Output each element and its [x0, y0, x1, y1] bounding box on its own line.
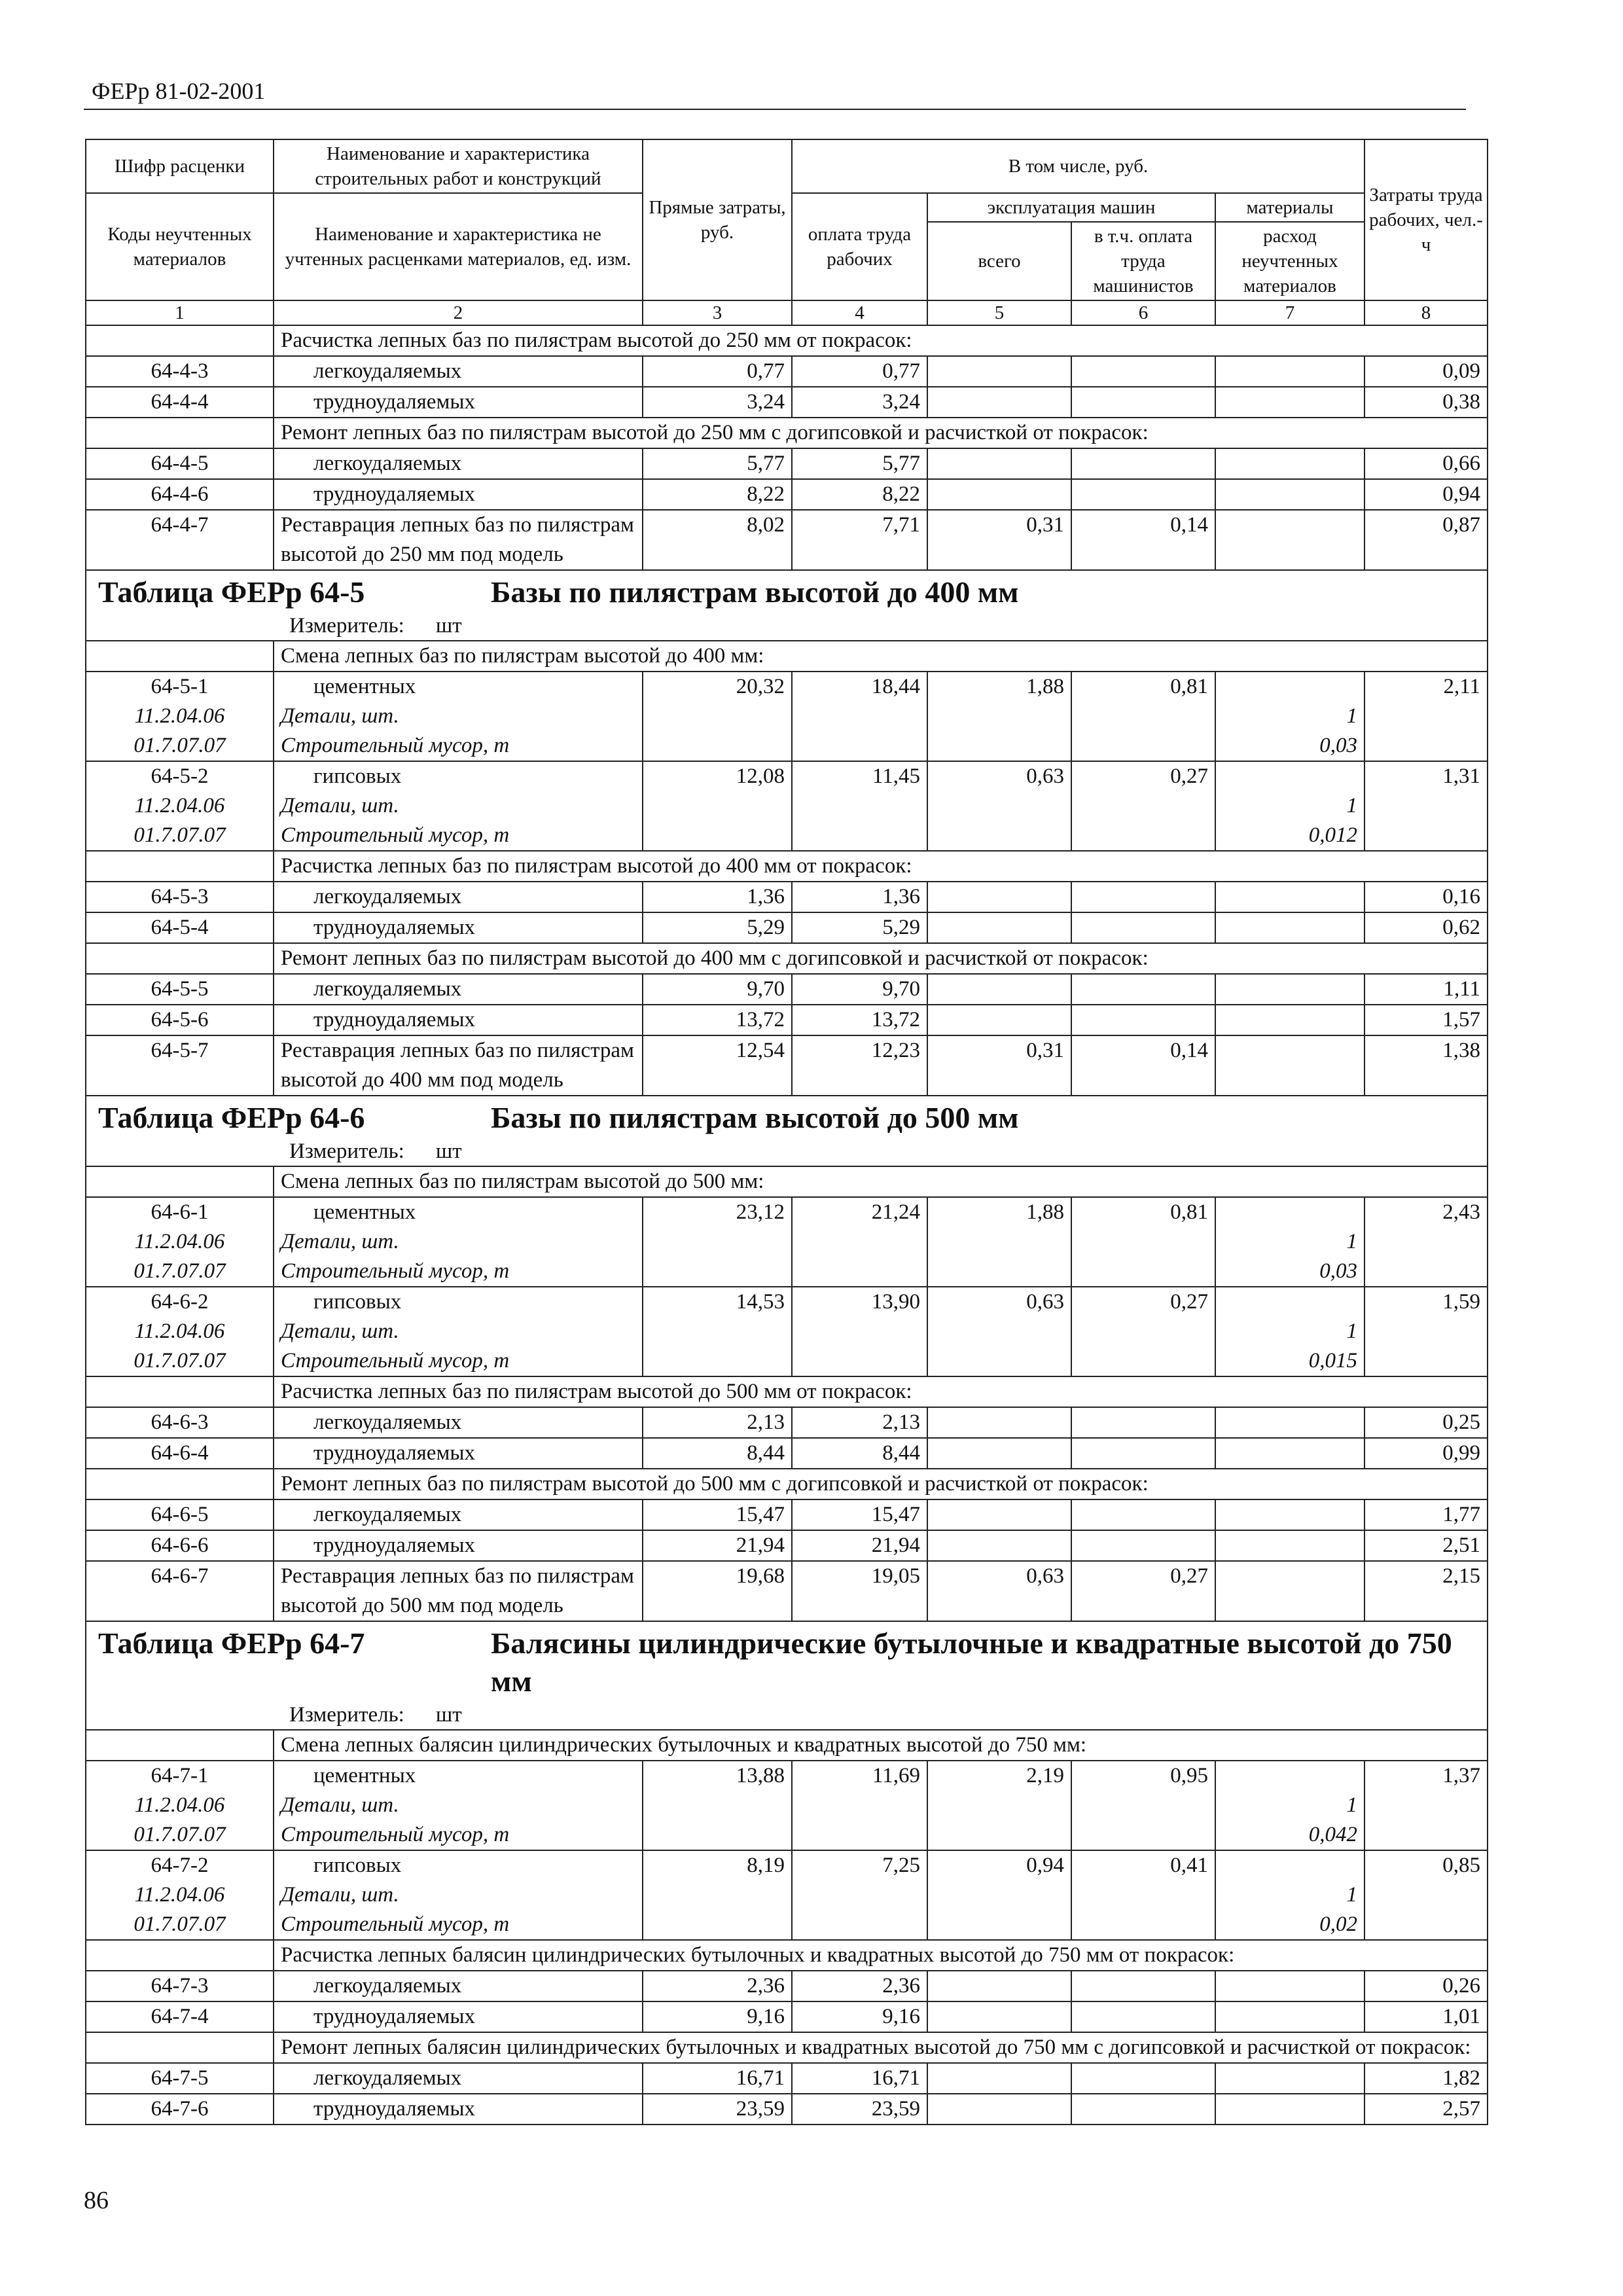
- material-qty: 1: [1215, 791, 1364, 821]
- table-row: [86, 1499, 1488, 1530]
- unit-value: шт: [435, 1703, 462, 1727]
- table-title: Базы по пилястрам высотой до 400 мм: [491, 575, 1019, 609]
- labor-hours: 0,09: [1364, 356, 1488, 387]
- labor-hours: 1,57: [1364, 1005, 1488, 1035]
- rate-name: легкоудаляемых: [274, 974, 643, 1005]
- material-code: 01.7.07.07: [86, 821, 274, 851]
- material-row: [86, 1346, 1488, 1376]
- labor-pay: 8,22: [792, 479, 927, 510]
- table-row: [86, 2094, 1488, 2125]
- rate-code: 64-6-2: [86, 1287, 274, 1317]
- material-qty: 1: [1215, 702, 1364, 731]
- material-row: [86, 702, 1488, 731]
- direct-cost: 9,70: [643, 974, 792, 1005]
- material-name: Детали, шт.: [274, 702, 643, 731]
- table-row: [86, 2001, 1488, 2032]
- labor-hours: 2,51: [1364, 1530, 1488, 1561]
- section-row: [86, 325, 1488, 356]
- rate-code: 64-7-5: [86, 2063, 274, 2094]
- rate-name: легкоудаляемых: [274, 882, 643, 912]
- col-num: 5: [927, 300, 1071, 325]
- direct-cost: 5,29: [643, 912, 792, 943]
- table-row: [86, 672, 1488, 702]
- rate-name: цементных: [274, 1197, 643, 1227]
- rate-name: трудноудаляемых: [274, 912, 643, 943]
- labor-pay: 1,36: [792, 882, 927, 912]
- section-title: Ремонт лепных балясин цилиндрических бутылочных и квадратных высотой до 750 мм с догипсовкой и расчисткой от покрасок:: [274, 2032, 1488, 2063]
- section-title: Расчистка лепных балясин цилиндрических бутылочных и квадратных высотой до 750 мм от покрасок:: [274, 1940, 1488, 1971]
- labor-hours: 0,38: [1364, 387, 1488, 418]
- direct-cost: 16,71: [643, 2063, 792, 2094]
- material-name: Детали, шт.: [274, 1880, 643, 1910]
- machine-total: 1,88: [927, 1197, 1071, 1227]
- section-row: [86, 851, 1488, 882]
- material-name: Строительный мусор, т: [274, 1346, 643, 1376]
- machine-total: 1,88: [927, 672, 1071, 702]
- labor-pay: 13,72: [792, 1005, 927, 1035]
- section-title: Смена лепных баз по пилястрам высотой до 500 мм:: [274, 1166, 1488, 1197]
- rate-name: трудноудаляемых: [274, 1005, 643, 1035]
- table-row: [86, 1438, 1488, 1469]
- rate-name: гипсовых: [274, 1287, 643, 1317]
- labor-hours: 0,99: [1364, 1438, 1488, 1469]
- section-row: [86, 641, 1488, 672]
- labor-hours: 1,37: [1364, 1761, 1488, 1791]
- table-row: [86, 1761, 1488, 1791]
- labor-hours: 0,94: [1364, 479, 1488, 510]
- labor-hours: 0,16: [1364, 882, 1488, 912]
- labor-pay: 23,59: [792, 2094, 927, 2125]
- table-row: [86, 2063, 1488, 2094]
- direct-cost: 8,44: [643, 1438, 792, 1469]
- material-row: [86, 1227, 1488, 1257]
- rate-name: легкоудаляемых: [274, 1407, 643, 1438]
- table-row: [86, 882, 1488, 912]
- header-name-unaccounted: Наименование и характеристика не учтенных расценками материалов, ед. изм.: [274, 193, 643, 300]
- col-num: 6: [1071, 300, 1215, 325]
- labor-hours: 0,62: [1364, 912, 1488, 943]
- section-title: Ремонт лепных баз по пилястрам высотой до 500 мм с догипсовкой и расчисткой от покрасок:: [274, 1469, 1488, 1499]
- labor-pay: 2,36: [792, 1971, 927, 2001]
- unit-label: Измеритель:: [289, 1139, 404, 1163]
- rate-name: трудноудаляемых: [274, 387, 643, 418]
- labor-pay: 15,47: [792, 1499, 927, 1530]
- labor-pay: 9,70: [792, 974, 927, 1005]
- rate-name: трудноудаляемых: [274, 1530, 643, 1561]
- material-code: 01.7.07.07: [86, 1910, 274, 1940]
- rate-code: 64-7-4: [86, 2001, 274, 2032]
- direct-cost: 13,88: [643, 1761, 792, 1791]
- material-qty: 0,03: [1215, 1257, 1364, 1287]
- rate-name: трудноудаляемых: [274, 2001, 643, 2032]
- col-num: 7: [1215, 300, 1364, 325]
- header-machine-total: всего: [927, 222, 1071, 300]
- material-code: 01.7.07.07: [86, 1257, 274, 1287]
- material-qty: 1: [1215, 1880, 1364, 1910]
- header-name-title: Наименование и характеристика строительных работ и конструкций: [274, 139, 643, 193]
- rate-code: 64-6-4: [86, 1438, 274, 1469]
- direct-cost: 23,12: [643, 1197, 792, 1227]
- unit-label: Измеритель:: [289, 1703, 404, 1727]
- section-row: [86, 1376, 1488, 1407]
- table-title: Базы по пилястрам высотой до 500 мм: [491, 1101, 1019, 1134]
- table-row: [86, 1287, 1488, 1317]
- material-code: 11.2.04.06: [86, 791, 274, 821]
- section-row: [86, 418, 1488, 448]
- rate-code: 64-5-4: [86, 912, 274, 943]
- table-row: [86, 510, 1488, 570]
- labor-pay: 3,24: [792, 387, 927, 418]
- direct-cost: 0,77: [643, 356, 792, 387]
- material-qty: 1: [1215, 1317, 1364, 1346]
- rate-name: Реставрация лепных баз по пилястрам высотой до 500 мм под модель: [274, 1561, 643, 1621]
- section-row: [86, 1469, 1488, 1499]
- labor-hours: 1,82: [1364, 2063, 1488, 2094]
- header-rule: [84, 109, 1466, 110]
- material-row: [86, 1791, 1488, 1820]
- table-row: [86, 1850, 1488, 1880]
- table-row: [86, 912, 1488, 943]
- rate-code: 64-5-3: [86, 882, 274, 912]
- machine-total: 0,31: [927, 1035, 1071, 1096]
- material-code: 11.2.04.06: [86, 1880, 274, 1910]
- direct-cost: 14,53: [643, 1287, 792, 1317]
- header-codes-unaccounted: Коды неучтенных материалов: [86, 193, 274, 300]
- table-row: [86, 479, 1488, 510]
- table-heading-row: [86, 570, 1488, 641]
- material-qty: 0,02: [1215, 1910, 1364, 1940]
- labor-hours: 1,77: [1364, 1499, 1488, 1530]
- labor-pay: 18,44: [792, 672, 927, 702]
- material-code: 01.7.07.07: [86, 1820, 274, 1850]
- header-including: В том числе, руб.: [792, 139, 1364, 193]
- rate-code: 64-7-6: [86, 2094, 274, 2125]
- header-labor-costs: Затраты труда рабочих, чел.-ч: [1364, 139, 1488, 300]
- operators-pay: 0,27: [1071, 1287, 1215, 1317]
- header-unaccounted-usage: расход неучтенных материалов: [1215, 222, 1364, 300]
- direct-cost: 15,47: [643, 1499, 792, 1530]
- section-title: Смена лепных балясин цилиндрических бутылочных и квадратных высотой до 750 мм:: [274, 1730, 1488, 1761]
- table-row: [86, 1407, 1488, 1438]
- operators-pay: 0,81: [1071, 1197, 1215, 1227]
- section-row: [86, 2032, 1488, 2063]
- labor-pay: 19,05: [792, 1561, 927, 1621]
- direct-cost: 2,36: [643, 1971, 792, 2001]
- labor-hours: 1,11: [1364, 974, 1488, 1005]
- material-row: [86, 1880, 1488, 1910]
- labor-pay: 8,44: [792, 1438, 927, 1469]
- rate-code: 64-7-1: [86, 1761, 274, 1791]
- rate-code: 64-4-3: [86, 356, 274, 387]
- direct-cost: 8,19: [643, 1850, 792, 1880]
- column-numbers-row: [86, 300, 1488, 325]
- rate-code: 64-6-5: [86, 1499, 274, 1530]
- material-name: Детали, шт.: [274, 1317, 643, 1346]
- material-name: Детали, шт.: [274, 1227, 643, 1257]
- labor-pay: 21,24: [792, 1197, 927, 1227]
- col-num: 8: [1364, 300, 1488, 325]
- col-num: 1: [86, 300, 274, 325]
- col-num: 4: [792, 300, 927, 325]
- rate-code: 64-5-5: [86, 974, 274, 1005]
- table-row: [86, 356, 1488, 387]
- unit-value: шт: [435, 614, 462, 637]
- table-row: [86, 974, 1488, 1005]
- labor-hours: 1,01: [1364, 2001, 1488, 2032]
- material-row: [86, 1317, 1488, 1346]
- section-row: [86, 943, 1488, 974]
- material-name: Детали, шт.: [274, 791, 643, 821]
- direct-cost: 13,72: [643, 1005, 792, 1035]
- rate-name: трудноудаляемых: [274, 479, 643, 510]
- rate-name: легкоудаляемых: [274, 1971, 643, 2001]
- labor-pay: 7,71: [792, 510, 927, 570]
- material-name: Строительный мусор, т: [274, 1820, 643, 1850]
- operators-pay: 0,14: [1071, 1035, 1215, 1096]
- material-name: Строительный мусор, т: [274, 1257, 643, 1287]
- material-name: Строительный мусор, т: [274, 1910, 643, 1940]
- rate-code: 64-6-1: [86, 1197, 274, 1227]
- table-number: Таблица ФЕРр 64-6: [98, 1101, 365, 1134]
- labor-hours: 2,57: [1364, 2094, 1488, 2125]
- labor-pay: 12,23: [792, 1035, 927, 1096]
- section-row: [86, 1940, 1488, 1971]
- material-qty: 0,012: [1215, 821, 1364, 851]
- col-num: 3: [643, 300, 792, 325]
- labor-pay: 16,71: [792, 2063, 927, 2094]
- operators-pay: 0,41: [1071, 1850, 1215, 1880]
- direct-cost: 5,77: [643, 448, 792, 479]
- header-materials: материалы: [1215, 193, 1364, 222]
- labor-hours: 2,43: [1364, 1197, 1488, 1227]
- labor-pay: 11,45: [792, 761, 927, 791]
- material-code: 01.7.07.07: [86, 1346, 274, 1376]
- direct-cost: 21,94: [643, 1530, 792, 1561]
- page-number: 86: [84, 2187, 109, 2214]
- labor-pay: 5,29: [792, 912, 927, 943]
- rate-code: 64-4-5: [86, 448, 274, 479]
- machine-total: 0,63: [927, 1561, 1071, 1621]
- rate-code: 64-4-7: [86, 510, 274, 570]
- labor-hours: 0,66: [1364, 448, 1488, 479]
- operators-pay: 0,95: [1071, 1761, 1215, 1791]
- material-row: [86, 1257, 1488, 1287]
- labor-pay: 2,13: [792, 1407, 927, 1438]
- rate-name: легкоудаляемых: [274, 2063, 643, 2094]
- direct-cost: 19,68: [643, 1561, 792, 1621]
- rate-name: цементных: [274, 1761, 643, 1791]
- table-row: [86, 1005, 1488, 1035]
- direct-cost: 8,02: [643, 510, 792, 570]
- section-title: Ремонт лепных баз по пилястрам высотой до 400 мм с догипсовкой и расчисткой от покрасок:: [274, 943, 1488, 974]
- labor-pay: 9,16: [792, 2001, 927, 2032]
- machine-total: 0,31: [927, 510, 1071, 570]
- labor-hours: 1,31: [1364, 761, 1488, 791]
- rate-name: легкоудаляемых: [274, 356, 643, 387]
- document-header: ФЕРр 81-02-2001: [92, 78, 266, 104]
- direct-cost: 12,54: [643, 1035, 792, 1096]
- material-qty: 0,042: [1215, 1820, 1364, 1850]
- material-name: Детали, шт.: [274, 1791, 643, 1820]
- material-row: [86, 731, 1488, 761]
- direct-cost: 23,59: [643, 2094, 792, 2125]
- price-table: [85, 139, 1488, 2125]
- direct-cost: 9,16: [643, 2001, 792, 2032]
- rate-name: Реставрация лепных баз по пилястрам высотой до 400 мм под модель: [274, 1035, 643, 1096]
- material-row: [86, 791, 1488, 821]
- rate-code: 64-4-6: [86, 479, 274, 510]
- material-code: 11.2.04.06: [86, 1227, 274, 1257]
- col-num: 2: [274, 300, 643, 325]
- rate-code: 64-6-3: [86, 1407, 274, 1438]
- section-title: Расчистка лепных баз по пилястрам высотой до 250 мм от покрасок:: [274, 325, 1488, 356]
- material-row: [86, 821, 1488, 851]
- table-row: [86, 761, 1488, 791]
- labor-hours: 0,85: [1364, 1850, 1488, 1880]
- labor-pay: 5,77: [792, 448, 927, 479]
- operators-pay: 0,27: [1071, 761, 1215, 791]
- material-code: 11.2.04.06: [86, 1791, 274, 1820]
- rate-name: легкоудаляемых: [274, 1499, 643, 1530]
- operators-pay: 0,81: [1071, 672, 1215, 702]
- rate-name: трудноудаляемых: [274, 2094, 643, 2125]
- rate-code: 64-6-7: [86, 1561, 274, 1621]
- section-title: Ремонт лепных баз по пилястрам высотой до 250 мм с догипсовкой и расчисткой от покрасок:: [274, 418, 1488, 448]
- rate-code: 64-6-6: [86, 1530, 274, 1561]
- direct-cost: 2,13: [643, 1407, 792, 1438]
- table-row: [86, 387, 1488, 418]
- table-title: Балясины цилиндрические бутылочные и квадратные высотой до 750 мм: [491, 1626, 1452, 1698]
- labor-hours: 2,11: [1364, 672, 1488, 702]
- table-number: Таблица ФЕРр 64-5: [98, 575, 365, 609]
- material-row: [86, 1820, 1488, 1850]
- labor-pay: 0,77: [792, 356, 927, 387]
- labor-hours: 1,59: [1364, 1287, 1488, 1317]
- table-number: Таблица ФЕРр 64-7: [98, 1626, 365, 1660]
- table-row: [86, 1561, 1488, 1621]
- section-title: Смена лепных баз по пилястрам высотой до 400 мм:: [274, 641, 1488, 672]
- labor-hours: 0,87: [1364, 510, 1488, 570]
- material-code: 11.2.04.06: [86, 1317, 274, 1346]
- labor-hours: 2,15: [1364, 1561, 1488, 1621]
- material-name: Строительный мусор, т: [274, 821, 643, 851]
- header-operators-pay: в т.ч. оплата труда машинистов: [1071, 222, 1215, 300]
- rate-code: 64-4-4: [86, 387, 274, 418]
- rate-name: гипсовых: [274, 761, 643, 791]
- rate-code: 64-5-1: [86, 672, 274, 702]
- direct-cost: 1,36: [643, 882, 792, 912]
- machine-total: 0,94: [927, 1850, 1071, 1880]
- header-machine-operation: эксплуатация машин: [927, 193, 1215, 222]
- material-name: Строительный мусор, т: [274, 731, 643, 761]
- machine-total: 2,19: [927, 1761, 1071, 1791]
- header-labor-pay: оплата труда рабочих: [792, 193, 927, 300]
- table-row: [86, 1197, 1488, 1227]
- table-heading-row: [86, 1621, 1488, 1730]
- labor-pay: 13,90: [792, 1287, 927, 1317]
- section-row: [86, 1166, 1488, 1197]
- section-title: Расчистка лепных баз по пилястрам высотой до 500 мм от покрасок:: [274, 1376, 1488, 1407]
- section-row: [86, 1730, 1488, 1761]
- material-qty: 0,03: [1215, 731, 1364, 761]
- rate-name: Реставрация лепных баз по пилястрам высотой до 250 мм под модель: [274, 510, 643, 570]
- labor-pay: 7,25: [792, 1850, 927, 1880]
- header-direct-costs: Прямые затраты, руб.: [643, 139, 792, 300]
- table-row: [86, 1035, 1488, 1096]
- operators-pay: 0,27: [1071, 1561, 1215, 1621]
- direct-cost: 12,08: [643, 761, 792, 791]
- material-qty: 1: [1215, 1791, 1364, 1820]
- material-code: 01.7.07.07: [86, 731, 274, 761]
- table-header: [86, 139, 1488, 325]
- table-row: [86, 1971, 1488, 2001]
- material-qty: 0,015: [1215, 1346, 1364, 1376]
- rate-code: 64-7-2: [86, 1850, 274, 1880]
- direct-cost: 3,24: [643, 387, 792, 418]
- table-row: [86, 448, 1488, 479]
- labor-hours: 0,25: [1364, 1407, 1488, 1438]
- unit-label: Измеритель:: [289, 614, 404, 637]
- machine-total: 0,63: [927, 761, 1071, 791]
- material-qty: 1: [1215, 1227, 1364, 1257]
- rate-code: 64-7-3: [86, 1971, 274, 2001]
- direct-cost: 8,22: [643, 479, 792, 510]
- labor-pay: 11,69: [792, 1761, 927, 1791]
- rate-name: цементных: [274, 672, 643, 702]
- table-row: [86, 1530, 1488, 1561]
- rate-code: 64-5-6: [86, 1005, 274, 1035]
- rate-name: трудноудаляемых: [274, 1438, 643, 1469]
- section-title: Расчистка лепных баз по пилястрам высотой до 400 мм от покрасок:: [274, 851, 1488, 882]
- rate-code: 64-5-7: [86, 1035, 274, 1096]
- labor-hours: 0,26: [1364, 1971, 1488, 2001]
- material-code: 11.2.04.06: [86, 702, 274, 731]
- operators-pay: 0,14: [1071, 510, 1215, 570]
- unit-value: шт: [435, 1139, 462, 1163]
- header-code-title: Шифр расценки: [86, 139, 274, 193]
- labor-hours: 1,38: [1364, 1035, 1488, 1096]
- rate-name: гипсовых: [274, 1850, 643, 1880]
- table-heading-row: [86, 1096, 1488, 1166]
- rate-code: 64-5-2: [86, 761, 274, 791]
- labor-pay: 21,94: [792, 1530, 927, 1561]
- direct-cost: 20,32: [643, 672, 792, 702]
- material-row: [86, 1910, 1488, 1940]
- rate-name: легкоудаляемых: [274, 448, 643, 479]
- machine-total: 0,63: [927, 1287, 1071, 1317]
